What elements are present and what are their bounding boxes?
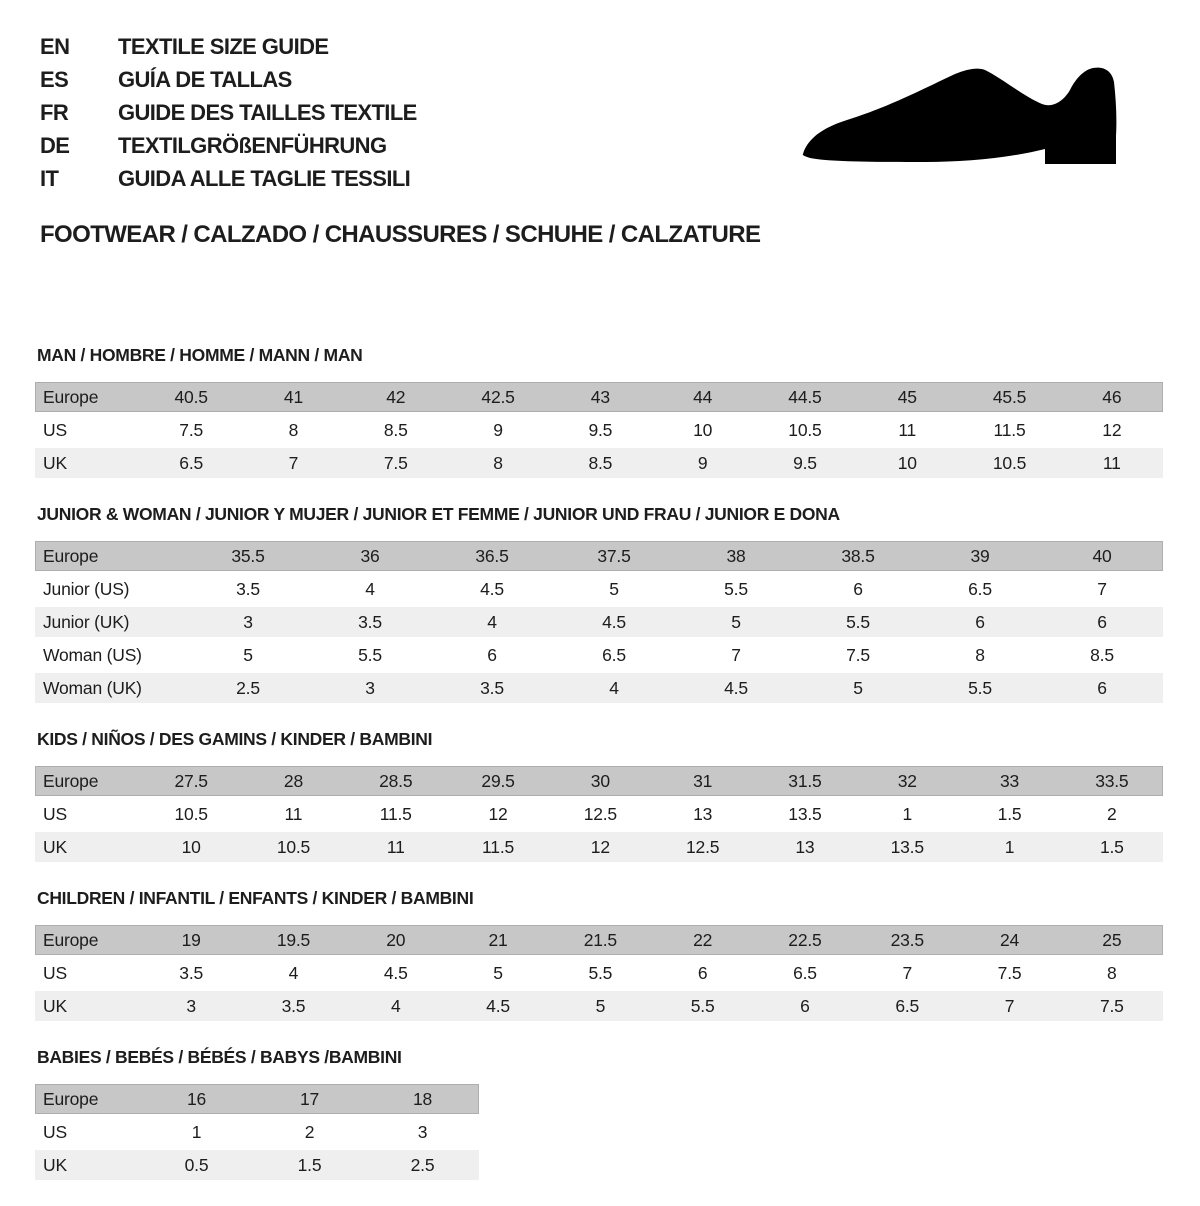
language-title: TEXTILGRÖßENFÜHRUNG — [118, 133, 387, 158]
section-title: CHILDREN / INFANTIL / ENFANTS / KINDER / BAMBINI — [37, 888, 474, 908]
size-cell: 4 — [609, 678, 619, 698]
size-cell: 13.5 — [788, 804, 822, 824]
size-cell: 7 — [1004, 996, 1015, 1016]
size-table — [35, 382, 1163, 478]
row-label: Europe — [43, 387, 99, 407]
size-cell: 4.5 — [724, 678, 748, 698]
size-cell: 8 — [493, 453, 503, 473]
size-cell: 30 — [590, 771, 610, 791]
size-cell: 12 — [488, 804, 508, 824]
size-cell: 23.5 — [890, 930, 924, 950]
size-cell: 22 — [693, 930, 713, 950]
size-table — [35, 541, 1163, 703]
language-row — [40, 96, 417, 129]
size-cell: 13 — [693, 804, 713, 824]
row-label: Europe — [43, 930, 99, 950]
size-cell: 12 — [1102, 420, 1122, 440]
size-cell: 20 — [386, 930, 406, 950]
size-cell: 22.5 — [788, 930, 822, 950]
table-row — [35, 415, 1163, 445]
size-cell: 4.5 — [480, 579, 504, 599]
table-row — [35, 958, 1163, 988]
language-row — [40, 30, 417, 63]
size-section-junior-woman — [35, 504, 1165, 703]
table-row — [35, 799, 1163, 829]
size-cell: 1.5 — [1099, 837, 1124, 857]
size-section-children — [35, 888, 1165, 1021]
size-cell: 2.5 — [410, 1155, 435, 1175]
size-cell: 28 — [283, 771, 303, 791]
size-cell: 3 — [365, 678, 375, 698]
size-cell: 3.5 — [358, 612, 382, 632]
language-row — [40, 162, 417, 195]
size-cell: 40.5 — [174, 387, 208, 407]
size-cell: 19.5 — [276, 930, 311, 950]
size-cell: 6 — [697, 963, 708, 983]
table-row — [35, 1117, 479, 1147]
size-cell: 10.5 — [992, 453, 1027, 473]
size-cell: 4 — [390, 996, 401, 1016]
section-title: MAN / HOMBRE / HOMME / MANN / MAN — [37, 345, 363, 365]
language-row — [40, 129, 417, 162]
size-cell: 6 — [1097, 612, 1107, 632]
size-cell: 2 — [304, 1122, 315, 1142]
size-tables — [35, 345, 1165, 1206]
size-cell: 11 — [386, 837, 405, 857]
size-cell: 7 — [288, 453, 299, 473]
size-cell: 3.5 — [179, 963, 204, 983]
size-cell: 16 — [186, 1089, 207, 1109]
size-cell: 7.5 — [846, 645, 870, 665]
table-row — [35, 1150, 479, 1180]
size-cell: 13.5 — [890, 837, 924, 857]
table-row — [35, 766, 1163, 796]
row-label: Europe — [43, 1089, 99, 1109]
size-cell: 42.5 — [481, 387, 515, 407]
size-cell: 18 — [412, 1089, 433, 1109]
size-cell: 3.5 — [236, 579, 260, 599]
size-cell: 2 — [1107, 804, 1117, 824]
size-cell: 17 — [299, 1089, 320, 1109]
size-table — [35, 925, 1163, 1021]
row-label: Junior (UK) — [43, 612, 130, 632]
size-cell: 6 — [853, 579, 863, 599]
section-title: KIDS / NIÑOS / DES GAMINS / KINDER / BAMBINI — [37, 729, 433, 749]
row-label: Europe — [43, 546, 99, 566]
size-cell: 5 — [595, 996, 606, 1016]
language-title-block — [40, 30, 417, 195]
size-cell: 5.5 — [846, 612, 870, 632]
size-cell: 5.5 — [690, 996, 715, 1016]
size-cell: 4 — [487, 612, 497, 632]
size-cell: 3.5 — [480, 678, 504, 698]
category-heading: FOOTWEAR / CALZADO / CHAUSSURES / SCHUHE / CALZATURE — [40, 221, 761, 248]
size-cell: 9 — [493, 420, 503, 440]
section-title: JUNIOR & WOMAN / JUNIOR Y MUJER / JUNIOR ET FEMME / JUNIOR UND FRAU / JUNIOR E DONA — [37, 504, 840, 524]
size-cell: 11 — [898, 420, 917, 440]
language-code: EN — [40, 34, 70, 59]
size-cell: 38 — [726, 546, 746, 566]
size-cell: 36.5 — [475, 546, 509, 566]
size-table — [35, 766, 1163, 862]
table-row — [35, 832, 1163, 862]
size-cell: 2.5 — [236, 678, 260, 698]
size-cell: 10.5 — [788, 420, 822, 440]
row-label: UK — [43, 1155, 67, 1175]
table-row — [35, 541, 1163, 571]
size-cell: 11.5 — [379, 804, 412, 824]
size-cell: 33.5 — [1095, 771, 1129, 791]
size-cell: 5 — [493, 963, 503, 983]
size-cell: 31 — [693, 771, 713, 791]
size-cell: 28.5 — [379, 771, 413, 791]
size-cell: 32 — [897, 771, 917, 791]
size-cell: 4 — [365, 579, 375, 599]
size-cell: 11 — [284, 804, 303, 824]
size-cell: 8.5 — [1090, 645, 1114, 665]
size-cell: 5 — [609, 579, 619, 599]
size-cell: 3 — [417, 1122, 428, 1142]
language-title: GUIDA ALLE TAGLIE TESSILI — [118, 166, 411, 191]
size-cell: 38.5 — [841, 546, 875, 566]
language-row — [40, 63, 417, 96]
size-cell: 5.5 — [358, 645, 382, 665]
size-cell: 46 — [1102, 387, 1122, 407]
size-cell: 10 — [181, 837, 201, 857]
size-cell: 12.5 — [686, 837, 720, 857]
size-cell: 7 — [902, 963, 912, 983]
size-cell: 10 — [897, 453, 917, 473]
table-row — [35, 673, 1163, 703]
row-label: Woman (UK) — [43, 678, 142, 698]
size-cell: 8 — [288, 420, 299, 440]
size-cell: 5.5 — [724, 579, 748, 599]
language-title: TEXTILE SIZE GUIDE — [118, 34, 329, 59]
size-cell: 31.5 — [788, 771, 822, 791]
size-cell: 12.5 — [583, 804, 617, 824]
table-row — [35, 925, 1163, 955]
size-cell: 12 — [590, 837, 610, 857]
size-cell: 41 — [283, 387, 303, 407]
size-cell: 6.5 — [968, 579, 992, 599]
size-cell: 5.5 — [968, 678, 992, 698]
size-cell: 37.5 — [597, 546, 631, 566]
size-cell: 9.5 — [588, 420, 613, 440]
size-cell: 5 — [243, 645, 253, 665]
size-cell: 6.5 — [179, 453, 204, 473]
size-cell: 7 — [1097, 579, 1107, 599]
size-cell: 4 — [288, 963, 299, 983]
size-cell: 3 — [243, 612, 253, 632]
size-cell: 6 — [1097, 678, 1107, 698]
size-cell: 4.5 — [602, 612, 626, 632]
size-section-man — [35, 345, 1165, 478]
size-cell: 10 — [693, 420, 713, 440]
table-row — [35, 448, 1163, 478]
size-cell: 6 — [487, 645, 497, 665]
size-cell: 3.5 — [281, 996, 306, 1016]
size-cell: 45 — [897, 387, 917, 407]
size-cell: 42 — [386, 387, 406, 407]
language-title: GUIDE DES TAILLES TEXTILE — [118, 100, 417, 125]
size-cell: 11.5 — [482, 837, 515, 857]
row-label: UK — [43, 996, 67, 1016]
row-label: US — [43, 1122, 67, 1142]
size-cell: 7.5 — [383, 453, 408, 473]
size-cell: 44 — [693, 387, 713, 407]
size-cell: 1 — [1004, 837, 1015, 857]
size-cell: 8.5 — [588, 453, 613, 473]
row-label: Europe — [43, 771, 99, 791]
size-cell: 21.5 — [583, 930, 617, 950]
size-cell: 4.5 — [383, 963, 408, 983]
size-cell: 45.5 — [992, 387, 1027, 407]
size-cell: 27.5 — [174, 771, 208, 791]
section-title: BABIES / BEBÉS / BÉBÉS / BABYS /BAMBINI — [37, 1047, 402, 1067]
table-row — [35, 607, 1163, 637]
language-code: IT — [40, 166, 59, 191]
row-label: US — [43, 804, 67, 824]
size-cell: 39 — [970, 546, 990, 566]
size-cell: 29.5 — [481, 771, 515, 791]
size-cell: 1 — [902, 804, 912, 824]
size-cell: 5 — [853, 678, 863, 698]
table-row — [35, 382, 1163, 412]
table-row — [35, 640, 1163, 670]
size-cell: 19 — [181, 930, 201, 950]
size-cell: 43 — [590, 387, 610, 407]
table-row — [35, 1084, 479, 1114]
language-code: DE — [40, 133, 70, 158]
dress-shoe-icon — [795, 52, 1145, 197]
size-section-kids — [35, 729, 1165, 862]
size-cell: 25 — [1102, 930, 1122, 950]
size-cell: 9.5 — [793, 453, 817, 473]
size-cell: 5 — [731, 612, 741, 632]
size-cell: 6.5 — [895, 996, 920, 1016]
size-cell: 7.5 — [997, 963, 1022, 983]
size-cell: 11.5 — [993, 420, 1026, 440]
size-cell: 40 — [1092, 546, 1112, 566]
table-row — [35, 991, 1163, 1021]
row-label: US — [43, 420, 67, 440]
size-cell: 0.5 — [184, 1155, 209, 1175]
size-table — [35, 1084, 479, 1180]
size-cell: 10.5 — [276, 837, 311, 857]
size-cell: 1 — [191, 1122, 202, 1142]
size-cell: 1.5 — [997, 804, 1022, 824]
size-cell: 24 — [999, 930, 1020, 950]
size-cell: 6 — [975, 612, 985, 632]
size-cell: 11 — [1102, 453, 1121, 473]
table-row — [35, 574, 1163, 604]
size-cell: 44.5 — [788, 387, 822, 407]
row-label: UK — [43, 453, 67, 473]
size-section-babies — [35, 1047, 1165, 1180]
size-cell: 4.5 — [486, 996, 510, 1016]
language-code: ES — [40, 67, 69, 92]
language-title: GUÍA DE TALLAS — [118, 67, 292, 92]
size-cell: 7 — [731, 645, 741, 665]
size-cell: 7.5 — [179, 420, 204, 440]
row-label: Woman (US) — [43, 645, 142, 665]
size-cell: 8 — [1107, 963, 1117, 983]
size-cell: 13 — [795, 837, 815, 857]
size-cell: 10.5 — [174, 804, 208, 824]
size-cell: 1.5 — [297, 1155, 322, 1175]
size-cell: 36 — [360, 546, 380, 566]
size-cell: 33 — [999, 771, 1020, 791]
language-code: FR — [40, 100, 69, 125]
row-label: UK — [43, 837, 67, 857]
row-label: Junior (US) — [43, 579, 130, 599]
size-cell: 3 — [186, 996, 196, 1016]
size-cell: 7.5 — [1099, 996, 1124, 1016]
size-cell: 8 — [975, 645, 985, 665]
size-cell: 6 — [800, 996, 810, 1016]
size-cell: 35.5 — [231, 546, 265, 566]
row-label: US — [43, 963, 67, 983]
size-cell: 21 — [488, 930, 508, 950]
size-cell: 6.5 — [793, 963, 817, 983]
size-cell: 5.5 — [588, 963, 613, 983]
size-cell: 6.5 — [602, 645, 626, 665]
size-cell: 9 — [697, 453, 708, 473]
size-cell: 8.5 — [383, 420, 408, 440]
